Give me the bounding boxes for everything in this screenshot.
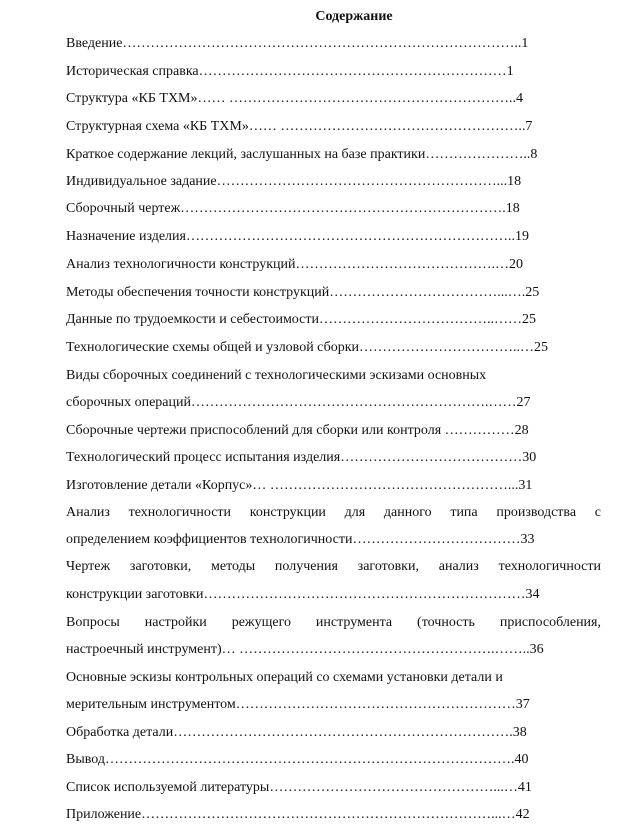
page-title: Содержание [315,9,393,24]
toc-line: Технологический процесс испытания изделия…………………………………30 [66,450,537,465]
toc-line: Историческая справка…………………………………………………………1 [66,64,514,79]
toc-line: Назначение изделия……………………………………………………………..19 [66,229,529,244]
toc-line: Введение…………………………………………………………………………..1 [66,36,529,51]
toc-line: Структура «КБ ТХМ»…… ……………………………………………………..4 [66,91,524,106]
toc-line: сборочных операций……………………………………………………….……27 [66,395,531,410]
toc-line: Данные по трудоемкости и себестоимости………………………………..……25 [66,312,536,327]
toc-line: Сборочные чертежи приспособлений для сборки или контроля ……………28 [66,423,529,438]
toc-line: Виды сборочных соединений с технологическими эскизами основных [66,368,487,383]
toc-line: Технологические схемы общей и узловой сборки……………………………..…25 [66,340,548,355]
toc-line: Приложение…………………………………………………………………...…42 [66,807,530,822]
toc-line: Сборочный чертеж…………………………………………………………….18 [66,201,520,216]
toc-line: конструкции заготовки……………………………………………………………34 [66,587,540,602]
toc-line: Список используемой литературы…………………………………………...…41 [66,780,532,795]
toc-line: Обработка детали……………………………………………………………….38 [66,725,527,740]
toc-line: Анализ технологичности конструкции для данного типа производства с [66,505,601,520]
toc-line: Вопросы настройки режущего инструмента (точность приспособления, [66,615,601,630]
toc-line: Изготовление детали «Корпус»… ……………………………………………...31 [66,478,533,493]
toc-line: определением коэффициентов технологичности………………………………33 [66,532,535,547]
toc-line: Вывод…………………………………………………………………………….40 [66,752,529,767]
toc-line: Анализ технологичности конструкций…………………………………….…20 [66,257,524,272]
toc-line: Чертеж заготовки, методы получения заготовки, анализ технологичности [66,559,601,574]
toc-line: мерительным инструментом……………………………………………………37 [66,697,530,712]
toc-line: Методы обеспечения точности конструкций………………………………...….25 [66,285,540,300]
toc-line: Индивидуальное задание……………………………………………………...18 [66,174,522,189]
toc-line: Структурная схема «КБ ТХМ»…… ……………………………………………..7 [66,119,533,134]
toc-line: Основные эскизы контрольных операций со схемами установки детали и [66,670,503,685]
toc-line: настроечный инструмент)… ……………………………………………….……..36 [66,642,544,657]
toc-line: Краткое содержание лекций, заслушанных на базе практики…………………..8 [66,147,538,162]
